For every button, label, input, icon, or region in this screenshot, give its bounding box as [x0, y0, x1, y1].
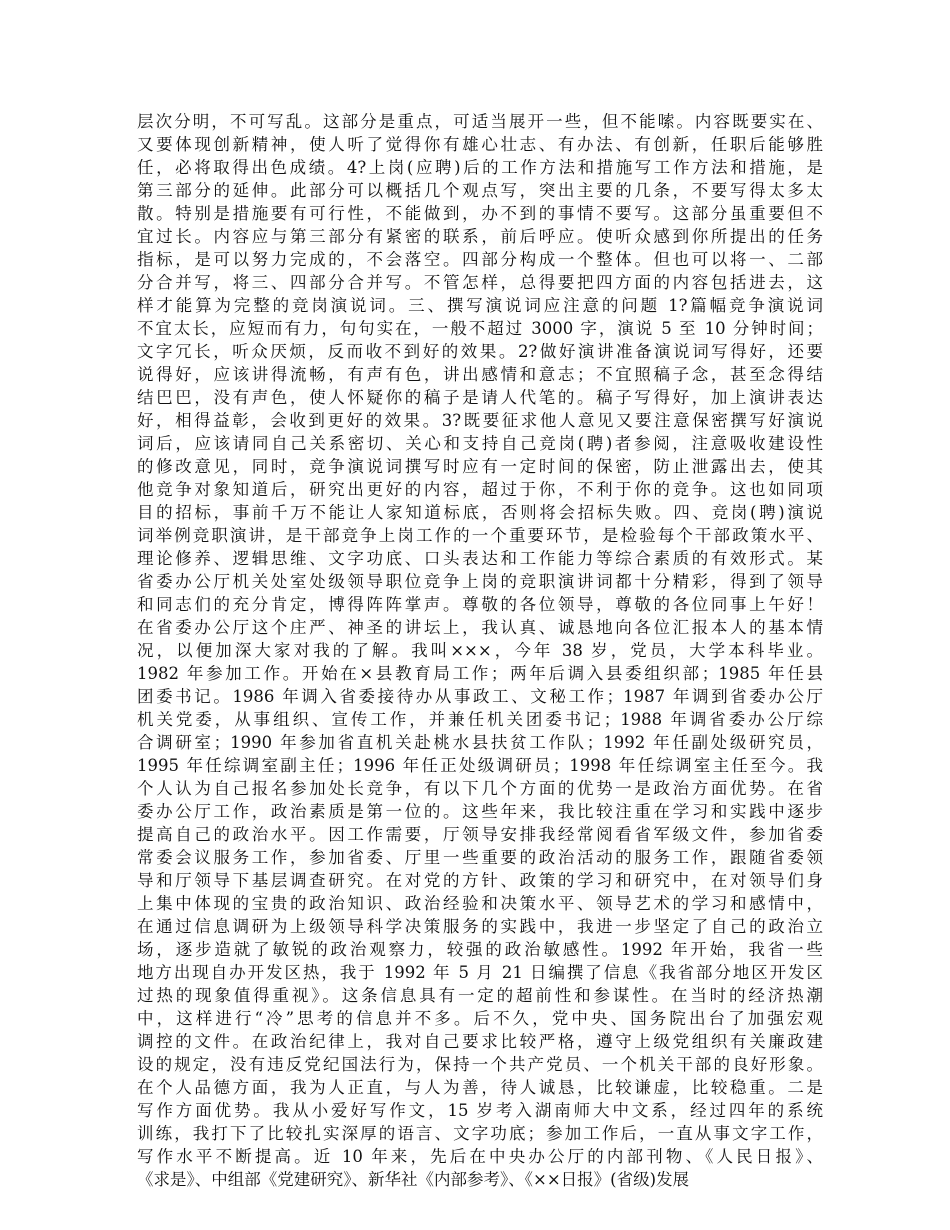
text-line: 文字冗长，听众厌烦，反而收不到好的效果。2?做好演讲准备演说词写得好，还要 [137, 342, 823, 361]
text-line: 1995 年任综调室副主任；1996 年任正处级调研员；1998 年任综调室主任至今。我 [137, 756, 823, 775]
text-line: 写作水平不断提高。近 10 年来，先后在中央办公厅的内部刊物、《人民日报》、 [137, 1147, 823, 1166]
text-line: 中，这样进行“冷”思考的信息并不多。后不久，党中央、国务院出台了加强宏观 [137, 1009, 823, 1028]
text-line: 第三部分的延伸。此部分可以概括几个观点写，突出主要的几条，不要写得太多太 [137, 181, 823, 200]
text-line: 散。特别是措施要有可行性，不能做到，办不到的事情不要写。这部分虽重要但不 [137, 204, 823, 223]
text-line: 地方出现自办开发区热，我于 1992 年 5 月 21 日编撰了信息《我省部分地区开发区 [137, 963, 823, 982]
text-line: 省委办公厅机关处室处级领导职位竞争上岗的竞职演讲词都十分精彩，得到了领导 [137, 572, 823, 591]
text-line: 理论修养、逻辑思维、文字功底、口头表达和工作能力等综合素质的有效形式。某 [137, 549, 823, 568]
text-line: 在个人品德方面，我为人正直，与人为善，待人诚恳，比较谦虚，比较稳重。二是 [137, 1078, 823, 1097]
text-line: 样才能算为完整的竞岗演说词。三、撰写演说词应注意的问题 1?篇幅竞争演说词 [137, 296, 823, 315]
text-line: 在通过信息调研为上级领导科学决策服务的实践中，我进一步坚定了自己的政治立 [137, 917, 823, 936]
text-line: 和同志们的充分肯定，博得阵阵掌声。尊敬的各位领导，尊敬的各位同事上午好！ [137, 595, 823, 614]
text-line: 又要体现创新精神，使人听了觉得你有雄心壮志、有办法、有创新，任职后能够胜 [137, 135, 823, 154]
text-line: 不宜太长，应短而有力，句句实在，一般不超过 3000 字，演说 5 至 10 分钟时间； [137, 319, 823, 338]
text-line: 机关党委，从事组织、宣传工作，并兼任机关团委书记；1988 年调省委办公厅综 [137, 710, 823, 729]
text-line: 上集中体现的宝贵的政治知识、政治经验和决策水平、领导艺术的学习和感情中， [137, 894, 823, 913]
text-line: 分合并写，将三、四部分合并写。不管怎样，总得要把四方面的内容包括进去，这 [137, 273, 823, 292]
text-line: 层次分明，不可写乱。这部分是重点，可适当展开一些，但不能嗦。内容既要实在、 [137, 112, 823, 131]
text-line: 好，相得益彰，会收到更好的效果。3?既要征求他人意见又要注意保密撰写好演说 [137, 411, 823, 430]
text-line: 《求是》、中组部《党建研究》、新华社《内部参考》、《××日报》(省级)发展 [137, 1170, 690, 1189]
text-line: 场，逐步造就了敏锐的政治观察力，较强的政治敏感性。1992 年开始，我省一些 [137, 940, 823, 959]
text-line: 结巴巴，没有声色，使人怀疑你的稿子是请人代笔的。稿子写得好，加上演讲表达 [137, 388, 823, 407]
text-line: 词后，应该请同自己关系密切、关心和支持自己竞岗(聘)者参阅，注意吸收建设性 [137, 434, 823, 453]
text-line: 训练，我打下了比较扎实深厚的语言、文字功底；参加工作后，一直从事文字工作， [137, 1124, 823, 1143]
text-line: 写作方面优势。我从小爱好写作文，15 岁考入湖南师大中文系，经过四年的系统 [137, 1101, 823, 1120]
text-line: 况，以便加深大家对我的了解。我叫×××，今年 38 岁，党员，大学本科毕业。 [137, 641, 823, 660]
text-line: 常委会议服务工作，参加省委、厅里一些重要的政治活动的服务工作，跟随省委领 [137, 848, 823, 867]
text-line: 个人认为自己报名参加处长竞争，有以下几个方面的优势一是政治方面优势。在省 [137, 779, 823, 798]
text-line: 任，必将取得出色成绩。4?上岗(应聘)后的工作方法和措施写工作方法和措施，是 [137, 158, 823, 177]
text-line: 指标，是可以努力完成的，不会落空。四部分构成一个整体。但也可以将一、二部 [137, 250, 823, 269]
text-line: 调控的文件。在政治纪律上，我对自己要求比较严格，遵守上级党组织有关廉政建 [137, 1032, 823, 1051]
text-line: 目的招标，事前千万不能让人家知道标底，否则将会招标失败。四、竞岗(聘)演说 [137, 503, 823, 522]
text-line: 导和厅领导下基层调查研究。在对党的方针、政策的学习和研究中，在对领导们身 [137, 871, 823, 890]
document-body-text [137, 110, 823, 1191]
text-line: 设的规定，没有违反党纪国法行为，保持一个共产党员、一个机关干部的良好形象。 [137, 1055, 823, 1074]
text-line: 1982 年参加工作。开始在×县教育局工作；两年后调入县委组织部；1985 年任县 [137, 664, 823, 683]
text-line: 提高自己的政治水平。因工作需要，厅领导安排我经常阅看省军级文件，参加省委 [137, 825, 823, 844]
text-line: 宜过长。内容应与第三部分有紧密的联系，前后呼应。使听众感到你所提出的任务 [137, 227, 823, 246]
text-line: 委办公厅工作，政治素质是第一位的。这些年来，我比较注重在学习和实践中逐步 [137, 802, 823, 821]
text-line: 团委书记。1986 年调入省委接待办从事政工、文秘工作；1987 年调到省委办公厅 [137, 687, 823, 706]
text-line: 合调研室；1990 年参加省直机关赴桃水县扶贫工作队；1992 年任副处级研究员， [137, 733, 823, 752]
text-line: 过热的现象值得重视》。这条信息具有一定的超前性和参谋性。在当时的经济热潮 [137, 986, 823, 1005]
text-line: 他竞争对象知道后，研究出更好的内容，超过于你，不利于你的竞争。这也如同项 [137, 480, 823, 499]
text-line: 的修改意见，同时，竞争演说词撰写时应有一定时间的保密，防止泄露出去，使其 [137, 457, 823, 476]
text-line: 词举例竞职演讲，是干部竞争上岗工作的一个重要环节，是检验每个干部政策水平、 [137, 526, 823, 545]
text-line: 说得好，应该讲得流畅，有声有色，讲出感情和意志；不宜照稿子念，甚至念得结 [137, 365, 823, 384]
text-line: 在省委办公厅这个庄严、神圣的讲坛上，我认真、诚恳地向各位汇报本人的基本情 [137, 618, 823, 637]
